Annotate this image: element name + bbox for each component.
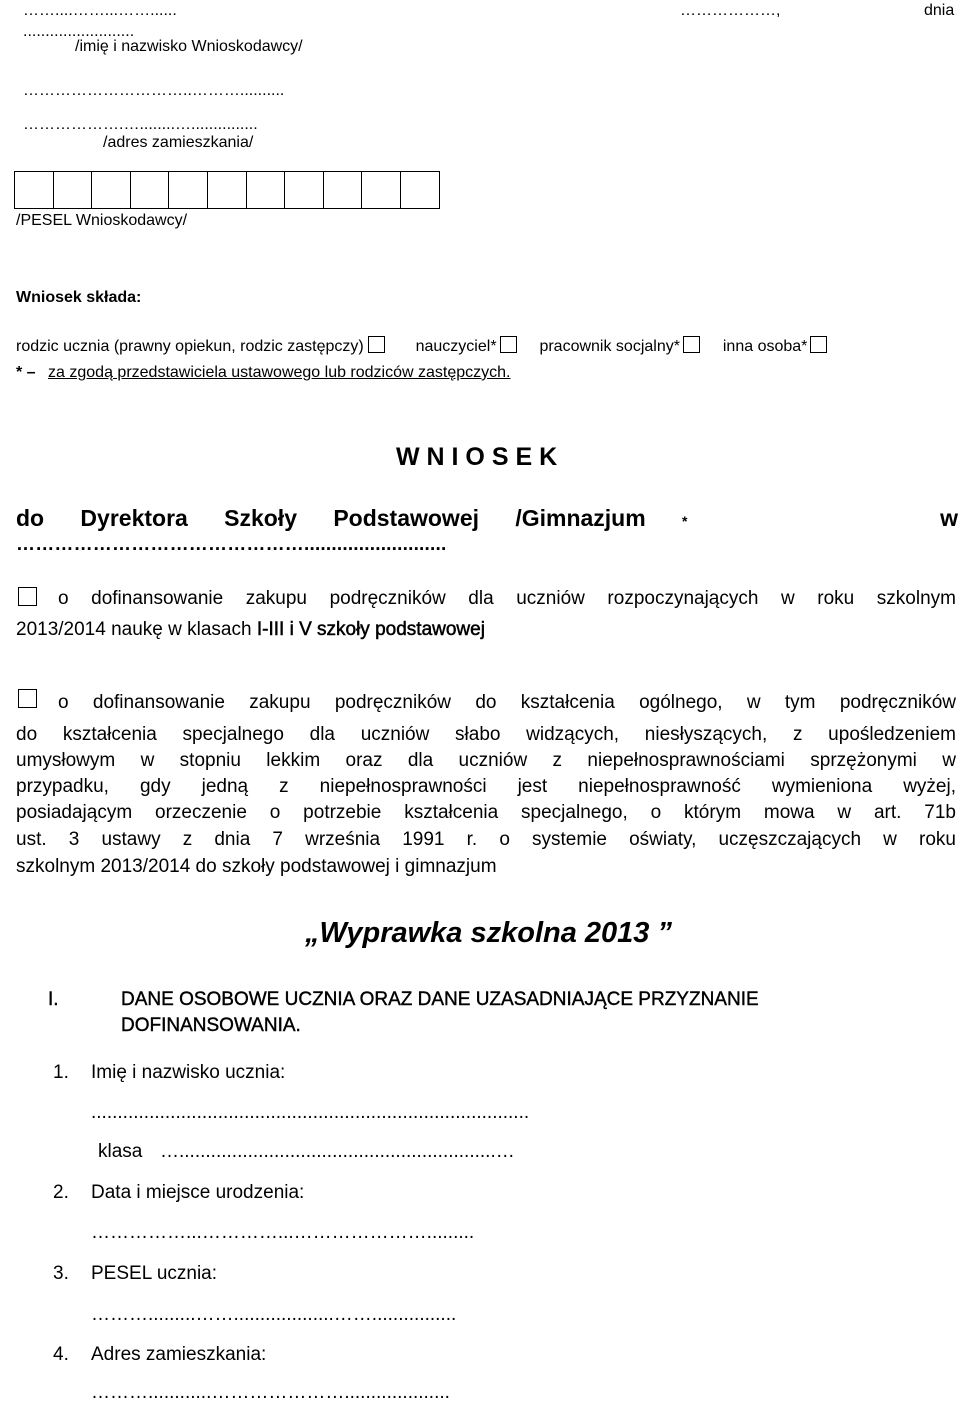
program-name: „Wyprawka szkolna 2013 ”: [305, 917, 672, 949]
option-social-worker-checkbox[interactable]: [683, 336, 700, 353]
option-teacher-label: nauczyciel*: [415, 338, 497, 355]
student-pesel-dots[interactable]: ……….........……...................……................: [91, 1304, 457, 1325]
applicant-name-label: /imię i nazwisko Wnioskodawcy/: [75, 38, 303, 55]
document-title: W N I O S E K: [396, 443, 558, 471]
footnote-text: za zgodą przedstawiciela ustawowego lub rodziców zastępczych.: [48, 364, 511, 381]
field3-number: 3.: [53, 1263, 69, 1284]
option1-checkbox-wrap: [18, 587, 37, 609]
birth-date-place-dots[interactable]: ……………...…………...………………….........: [91, 1222, 475, 1243]
pesel-digit-box[interactable]: [246, 171, 286, 209]
option-parent-checkbox[interactable]: [368, 336, 385, 353]
field1-number: 1.: [53, 1062, 69, 1083]
option-other-checkbox[interactable]: [810, 336, 827, 353]
pesel-digit-box[interactable]: [53, 171, 93, 209]
section1-title-line2: DOFINANSOWANIA.: [121, 1015, 301, 1036]
option1-line1: o dofinansowanie zakupu podręczników dla uczniów rozpoczynających w roku szkolnym: [58, 588, 956, 609]
klasa-label: klasa: [98, 1141, 143, 1162]
klasa-dots[interactable]: …............................................................…: [160, 1141, 515, 1162]
field2-number: 2.: [53, 1182, 69, 1203]
addressee-gimnazjum: /Gimnazjum: [515, 505, 646, 531]
option1-line2-text: 2013/2014 naukę w klasach: [16, 619, 257, 640]
field2-label: Data i miejsce urodzenia:: [91, 1182, 305, 1203]
section1-title-line1: DANE OSOBOWE UCZNIA ORAZ DANE UZASADNIAJĄCE PRZYZNANIE: [121, 989, 759, 1010]
option2-line6: ust. 3 ustawy z dnia 7 września 1991 r. o systemie oświaty, uczęszczających w roku: [16, 829, 956, 850]
addressee-dyrektora: Dyrektora: [80, 505, 188, 531]
addressee-do: do: [16, 505, 45, 531]
option-social-worker-label: pracownik socjalny*: [539, 338, 680, 355]
student-name-dots[interactable]: ...................................................................................: [91, 1102, 530, 1123]
option1-line2: [16, 619, 485, 641]
section1-number: I.: [48, 989, 59, 1010]
submitter-footnote: [16, 364, 511, 382]
field1-label: Imię i nazwisko ucznia:: [91, 1062, 286, 1083]
addressee-line: [16, 505, 958, 532]
submitter-heading: Wniosek składa:: [16, 289, 142, 306]
name-dots[interactable]: ……....……...……......: [23, 2, 177, 19]
addressee-podstawowej: Podstawowej: [333, 505, 480, 531]
addressee-szkoly: Szkoły: [224, 505, 297, 531]
option2-checkbox-wrap: [18, 689, 37, 711]
applicant-pesel-boxes[interactable]: [14, 171, 439, 209]
address-dots-2[interactable]: ……………….…........…...............: [23, 116, 258, 133]
pesel-digit-box[interactable]: [14, 171, 54, 209]
address-dots-1[interactable]: …………………………..………..........: [23, 82, 285, 99]
pesel-digit-box[interactable]: [168, 171, 208, 209]
option2-line2: do kształcenia specjalnego dla uczniów słabo widzących, niesłyszących, z upośledzeniem: [16, 724, 956, 745]
option2-line4: przypadku, gdy jedną z niepełnosprawności jest niepełnosprawność wymieniona wyżej,: [16, 776, 956, 797]
footnote-star: * –: [16, 364, 36, 381]
addressee-w: w: [940, 505, 958, 531]
name-dots-continued: .........................: [23, 23, 135, 40]
field4-label: Adres zamieszkania:: [91, 1344, 267, 1365]
option2-line5: posiadającym orzeczenie o potrzebie kształcenia specjalnego, o którym mowa w art. 71b: [16, 802, 956, 823]
option-other-label: inna osoba*: [722, 338, 808, 355]
school-name-dots[interactable]: ………………………………………..........................: [16, 534, 447, 555]
student-address-dots[interactable]: ………............…………………....................: [91, 1382, 450, 1403]
pesel-digit-box[interactable]: [361, 171, 401, 209]
pesel-digit-box[interactable]: [323, 171, 363, 209]
addressee-star: *: [682, 513, 688, 529]
date-place-dots[interactable]: ………………,: [680, 2, 781, 19]
option1-checkbox[interactable]: [18, 587, 37, 606]
option-parent-label: rodzic ucznia (prawny opiekun, rodzic zastępczy): [16, 338, 364, 355]
field3-label: PESEL ucznia:: [91, 1263, 218, 1284]
pesel-digit-box[interactable]: [400, 171, 440, 209]
applicant-address-label: /adres zamieszkania/: [103, 134, 254, 151]
applicant-pesel-label: /PESEL Wnioskodawcy/: [16, 212, 188, 229]
pesel-digit-box[interactable]: [207, 171, 247, 209]
option2-line3: umysłowym w stopniu lekkim oraz dla uczniów z niepełnosprawnościami sprzężonymi w: [16, 750, 956, 771]
option1-line2-bold: I-III i V szkoły podstawowej: [256, 619, 485, 640]
option2-line7: szkolnym 2013/2014 do szkoły podstawowej i gimnazjum: [16, 856, 497, 877]
pesel-digit-box[interactable]: [284, 171, 324, 209]
option2-line1: o dofinansowanie zakupu podręczników do kształcenia ogólnego, w tym podręczników: [58, 692, 956, 713]
submitter-options-row: [16, 336, 827, 356]
pesel-digit-box[interactable]: [91, 171, 131, 209]
pesel-digit-box[interactable]: [130, 171, 170, 209]
field4-number: 4.: [53, 1344, 69, 1365]
option2-checkbox[interactable]: [18, 689, 37, 708]
date-label: dnia: [924, 2, 955, 19]
option-teacher-checkbox[interactable]: [500, 336, 517, 353]
